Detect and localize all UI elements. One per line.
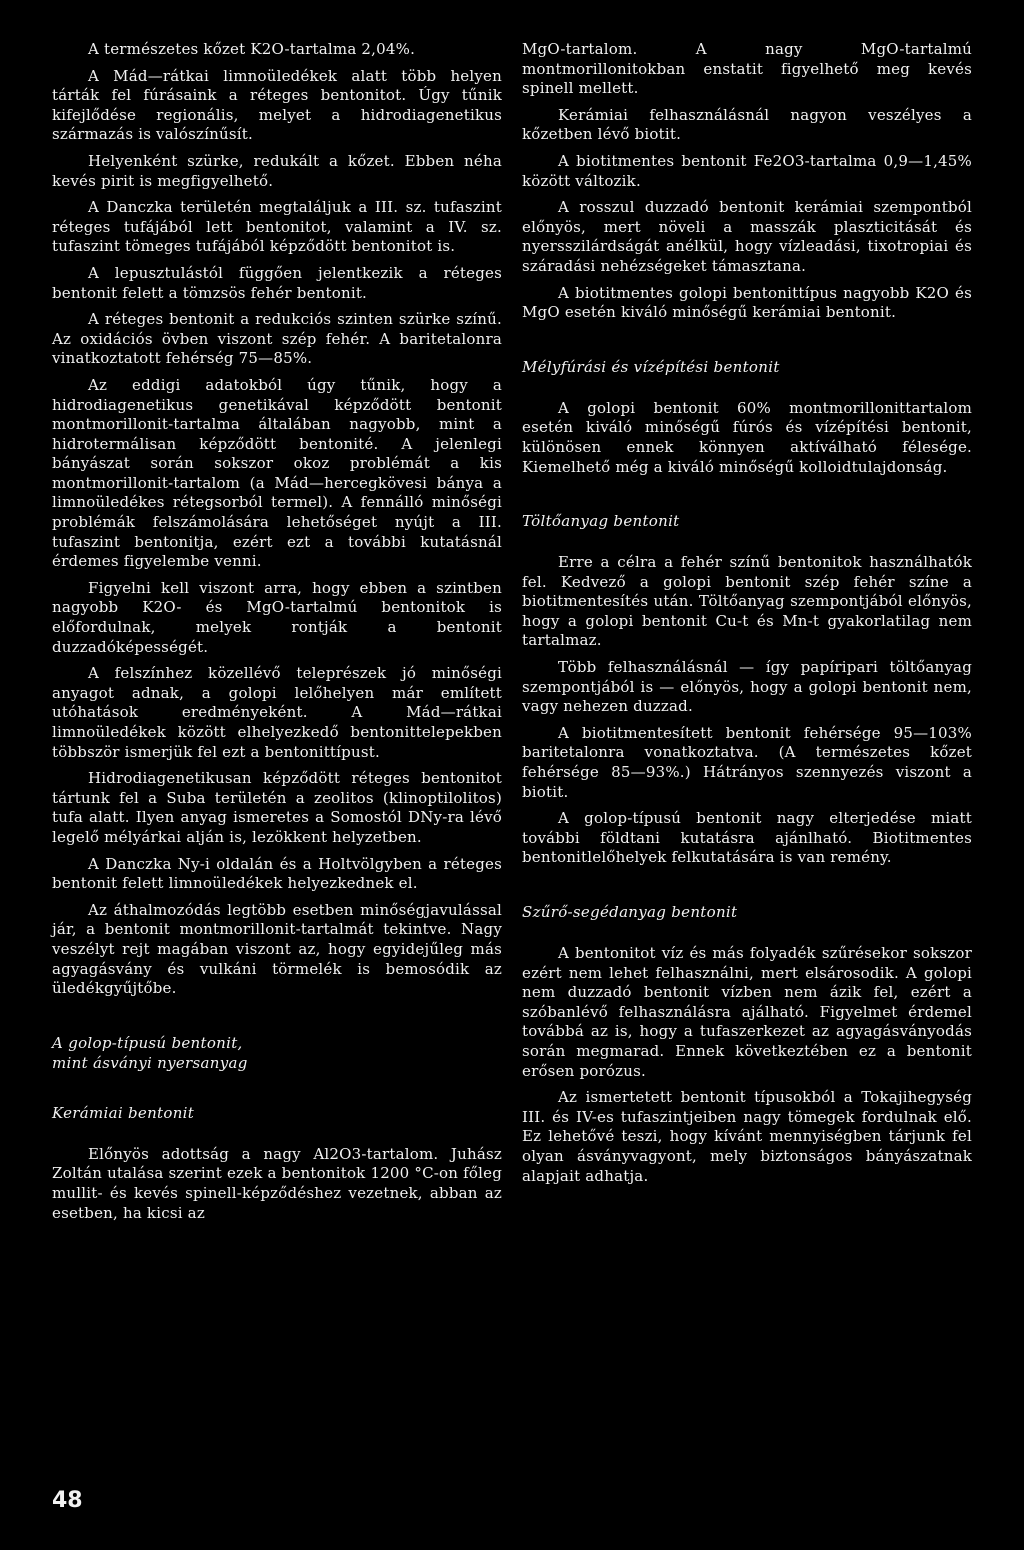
paragraph: A biotitmentes bentonit Fe2O3-tartalma 0,9—1,45% között változik. [522,151,972,190]
paragraph: Az ismertetett bentonit típusokból a Tokajihegység III. és IV-es tufaszintjeiben nagy tömegek fordulnak elő. Ez lehetővé teszi, hogy kívánt mennyiségben tárjunk fel olyan ásványvagyont, mely biztonságos bányászatnak alapjait adhatja. [522,1088,972,1185]
paragraph: A Danczka Ny-i oldalán és a Holtvölgyben a réteges bentonit felett limnoüledékek helyezkednek el. [52,854,502,893]
paragraph: Hidrodiagenetikusan képződött réteges bentonitot tártunk fel a Suba területén a zeolitos (klinoptilolitos) tufa alatt. Ilyen anyag ismeretes a Somostól DNy-ra lévő legelő mélyárkai alján is, lezökkent helyzetben. [52,769,502,846]
paragraph: A golopi bentonit 60% montmorillonittartalom esetén kiváló minőségű fúrós és vízépítési bentonit, különösen ennek könnyen aktíválható félesége. Kiemelhető még a kiváló minőségű kolloidtulajdonság. [522,398,972,476]
paragraph: Figyelni kell viszont arra, hogy ebben a szintben nagyobb K2O- és MgO-tartalmú bentonitok is előfordulnak, melyek rontják a bentonit duzzadóképességét. [52,578,502,656]
page-number: 48 [52,1488,83,1513]
section-heading-golop [52,1033,502,1073]
paragraph: Helyenként szürke, redukált a kőzet. Ebben néha kevés pirit is megfigyelhető. [52,151,502,190]
subsection-heading-drilling: Mélyfúrási és vízépítési bentonit [522,357,780,376]
section-heading-line: A golop-típusú bentonit, [52,1033,243,1052]
paragraph: A rosszul duzzadó bentonit kerámiai szempontból előnyös, mert növeli a masszák plaszticitását és nyersszilárdságát anélkül, hogy vízleadási, tixotropiai és száradási nehézségeket támasztana. [522,198,972,275]
paragraph: A biotitmentesített bentonit fehérsége 95—103% baritetalonra vonatkoztatva. (A természetes kőzet fehérsége 85—93%.) Hátrányos szennyezés viszont a biotit. [522,723,972,801]
paragraph: A golop-típusú bentonit nagy elterjedése miatt további földtani kutatásra ajánlható. Biotitmentes bentonitlelőhelyek felkutatására is van remény. [522,809,972,867]
paragraph: A természetes kőzet K2O-tartalma 2,04%. [88,40,416,58]
subsection-heading-filter: Szűrő-segédanyag bentonit [522,903,738,921]
paragraph: Kerámiai felhasználásnál nagyon veszélyes a kőzetben lévő biotit. [522,105,972,144]
paragraph: Előnyös adottság a nagy Al2O3-tartalom. Juhász Zoltán utalása szerint ezek a bentonitok 1200 °C-on főleg mullit- és kevés spinell-képződéshez vezetnek, abban az esetben, ha kicsi az [52,1144,502,1222]
subsection-heading-ceramic: Kerámiai bentonit [52,1103,195,1122]
right-column [522,40,972,1193]
paragraph: A lepusztulástól függően jelentkezik a réteges bentonit felett a tömzsös fehér bentonit. [52,263,502,302]
paragraph: Erre a célra a fehér színű bentonitok használhatók fel. Kedvező a golopi bentonit szép fehér színe a biotitmentesítés után. Töltőanyag szempontjából előnyös, hogy a golopi bentonit Cu-t és Mn-t gyakorlatilag nem tartalmaz. [522,553,972,650]
paragraph: A Mád—rátkai limnoüledékek alatt több helyen tárták fel fúrásaink a réteges bentonitot. Úgy tűnik kifejlődése regionális, melyet a hidrodiagenetikus származás is valószínűsít. [52,66,502,144]
paragraph: Az áthalmozódás legtöbb esetben minőségjavulással jár, a bentonit montmorillonit-tartalmát tekintve. Nagy veszélyt rejt magában viszont az, hogy egyidejűleg más agyagásvány és vulkáni törmelék is bemosódik az üledékgyűjtőbe. [52,900,502,998]
paragraph: Az eddigi adatokból úgy tűnik, hogy a hidrodiagenetikus genetikával képződött bentonit montmorillonit-tartalma általában nagyobb, mint a hidrotermálisan képződött bentonité. A jelenlegi bányászat során sokszor okoz problémát a kis montmorillonit-tartalom (a Mád—hercegkövesi bánya a limnoüledékes rétegsorból termel). A fennálló minőségi problémák felszámolására lehetőséget nyújt a III. tufaszint bentonitja, ezért ezt a további kutatásnál érdemes figyelembe venni. [52,375,502,571]
paragraph: A bentonitot víz és más folyadék szűrésekor sokszor ezért nem lehet felhasználni, mert elsárosodik. A golopi nem duzzadó bentonit vízben nem ázik fel, ezért a szóbanlévő felhasználásra ajálható. Figyelmet érdemel továbbá az is, hogy a tufaszerkezet az agyagásványodás során megmarad. Ennek következtében ez a bentonit erősen porózus. [522,944,972,1080]
section-heading-line: mint ásványi nyersanyag [52,1053,248,1072]
paragraph: A biotitmentes golopi bentonittípus nagyobb K2O és MgO esetén kiváló minőségű kerámiai bentonit. [522,283,972,322]
paragraph: A Danczka területén megtaláljuk a III. sz. tufaszint réteges tufájából lett bentonitot, valamint a IV. sz. tufaszint tömeges tufájából képződött bentonitot is. [52,198,502,256]
paragraph: A réteges bentonit a redukciós szinten szürke színű. Az oxidációs övben viszont szép fehér. A baritetalonra vinatkoztatott fehérség 75—85%. [52,310,502,368]
left-column [52,40,502,1230]
subsection-heading-filler: Töltőanyag bentonit [522,512,680,531]
paragraph: Több felhasználásnál — így papíripari töltőanyag szempontjából is — előnyös, hogy a golopi bentonit nem, vagy nehezen duzzad. [522,658,972,716]
paragraph: MgO-tartalom. A nagy MgO-tartalmú montmorillonitokban enstatit figyelhető meg kevés spinell mellett. [522,40,972,98]
paragraph: A felszínhez közellévő teleprészek jó minőségi anyagot adnak, a golopi lelőhelyen már említett utóhatások eredményeként. A Mád—rátkai limnoüledékek között elhelyezkedő bentonittelepekben többször ismerjük fel ezt a bentonittípust. [52,664,502,761]
